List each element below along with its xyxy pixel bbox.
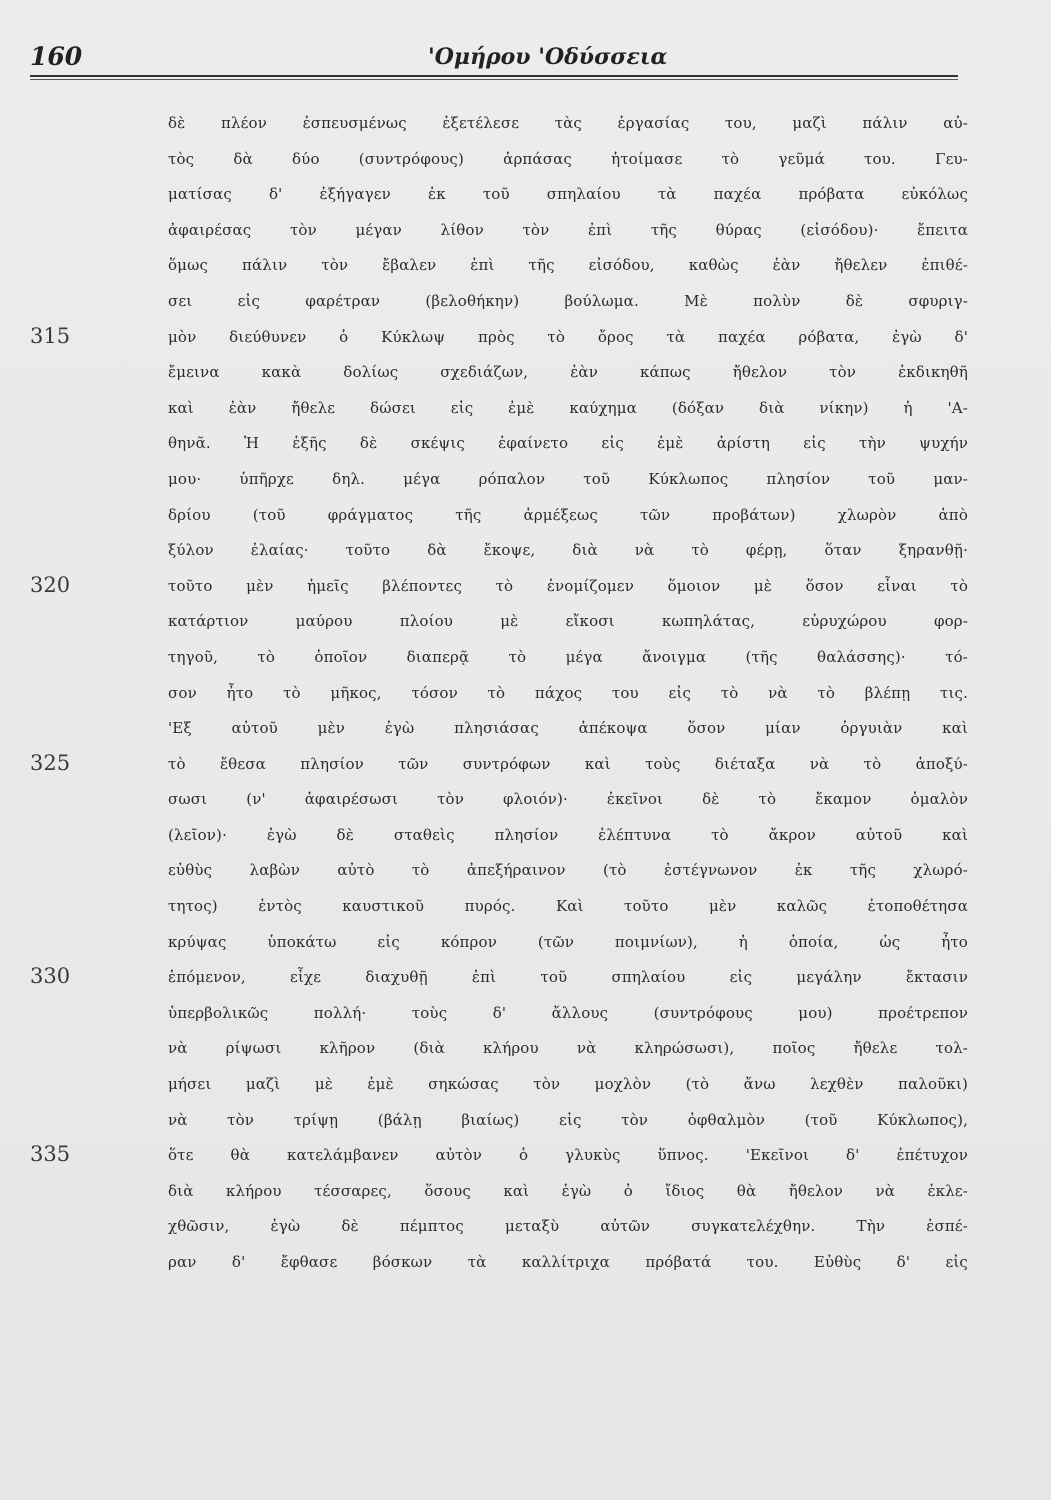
text-line: ὑπερβολικῶς πολλή· τοὺς δ' ἄλλους (συντρόφους μου) προέτρεπον <box>168 1003 968 1022</box>
text-line: θηνᾶ. Ἡ ἑξῆς δὲ σκέψις ἐφαίνετο εἰς ἐμὲ ἀρίστη εἰς τὴν ψυχήν <box>168 434 968 453</box>
text-line: δὲ πλέον ἐσπευσμένως ἐξετέλεσε τὰς ἐργασίας του, μαζὶ πάλιν αὐ- <box>168 114 968 132</box>
text-line: ἑπόμενον, εἶχε διαχυθῇ ἐπὶ τοῦ σπηλαίου εἰς μεγάλην ἔκτασιν <box>168 968 968 987</box>
line-number-335: 335 <box>30 1142 71 1167</box>
text-line: σει εἰς φαρέτραν (βελοθήκην) βούλωμα. Μὲ πολὺν δὲ σφυριγ- <box>168 291 968 310</box>
text-line: κρύψας ὑποκάτω εἰς κόπρον (τῶν ποιμνίων), ἡ ὁποία, ὡς ἦτο <box>168 932 968 951</box>
header-rule <box>30 75 958 77</box>
text-line: δρίου (τοῦ φράγματος τῆς ἀρμέξεως τῶν προβάτων) χλωρὸν ἀπὸ <box>168 505 968 524</box>
running-title: 'Ομήρου 'Οδύσσεια <box>428 44 668 70</box>
text-line: μήσει μαζὶ μὲ ἐμὲ σηκώσας τὸν μοχλὸν (τὸ ἄνω λεχθὲν παλοῦκι) <box>168 1075 968 1094</box>
line-number-315: 315 <box>30 323 71 348</box>
text-line: καὶ ἐὰν ἤθελε δώσει εἰς ἐμὲ καύχημα (δόξαν διὰ νίκην) ἡ 'Α- <box>168 398 968 417</box>
text-line: μου· ὑπῆρχε δηλ. μέγα ρόπαλον τοῦ Κύκλωπος πλησίον τοῦ μαν- <box>168 469 968 488</box>
text-line: τηγοῦ, τὸ ὁποῖον διαπερᾷ τὸ μέγα ἄνοιγμα (τῆς θαλάσσης)· τό- <box>168 647 968 666</box>
text-line: σωσι (ν' ἀφαιρέσωσι τὸν φλοιόν)· ἐκεῖνοι δὲ τὸ ἔκαμον ὁμαλὸν <box>168 790 968 809</box>
text-line: εὐθὺς λαβὼν αὐτὸ τὸ ἀπεξήραινον (τὸ ἐστέγνωνον ἐκ τῆς χλωρό- <box>168 861 968 880</box>
text-line: ὅτε θὰ κατελάμβανεν αὐτὸν ὁ γλυκὺς ὕπνος. 'Εκεῖνοι δ' ἐπέτυχον <box>168 1146 968 1165</box>
text-line: τὸς δὰ δύο (συντρόφους) ἁρπάσας ἡτοίμασε τὸ γεῦμά του. Γευ- <box>168 149 968 168</box>
text-line: ραν δ' ἔφθασε βόσκων τὰ καλλίτριχα πρόβατά του. Εὐθὺς δ' εἰς <box>168 1253 968 1271</box>
text-line: τητος) ἐντὸς καυστικοῦ πυρός. Καὶ τοῦτο μὲν καλῶς ἐτοποθέτησα <box>168 897 968 916</box>
text-line: ὅμως πάλιν τὸν ἔβαλεν ἐπὶ τῆς εἰσόδου, καθὼς ἐὰν ἤθελεν ἐπιθέ- <box>168 256 968 275</box>
text-line: σον ἦτο τὸ μῆκος, τόσον τὸ πάχος του εἰς τὸ νὰ τὸ βλέπῃ τις. <box>168 683 968 702</box>
text-line: χθῶσιν, ἐγὼ δὲ πέμπτος μεταξὺ αὐτῶν συγκατελέχθην. Τὴν ἑσπέ- <box>168 1217 968 1236</box>
page-header <box>30 40 960 76</box>
page-number: 160 <box>30 42 83 71</box>
text-line: (λεῖον)· ἐγὼ δὲ σταθεὶς πλησίον ἐλέπτυνα τὸ ἄκρον αὐτοῦ καὶ <box>168 825 968 844</box>
text-line: κατάρτιον μαύρου πλοίου μὲ εἴκοσι κωπηλάτας, εὐρυχώρου φορ- <box>168 612 968 631</box>
text-line: νὰ τὸν τρίψῃ (βάλῃ βιαίως) εἰς τὸν ὀφθαλμὸν (τοῦ Κύκλωπος), <box>168 1110 968 1129</box>
text-line: μὸν διεύθυνεν ὁ Κύκλωψ πρὸς τὸ ὄρος τὰ παχέα ρόβατα, ἐγὼ δ' <box>168 327 968 346</box>
text-line: ἔμεινα κακὰ δολίως σχεδιάζων, ἐὰν κάπως ἤθελον τὸν ἐκδικηθῆ <box>168 363 968 382</box>
header-rule-thin <box>30 79 958 80</box>
text-line: τοῦτο μὲν ἡμεῖς βλέποντες τὸ ἐνομίζομεν ὅμοιον μὲ ὅσον εἶναι τὸ <box>168 576 968 595</box>
text-line: τὸ ἔθεσα πλησίον τῶν συντρόφων καὶ τοὺς διέταξα νὰ τὸ ἀποξύ- <box>168 754 968 773</box>
line-number-320: 320 <box>30 572 71 597</box>
text-line: ματίσας δ' ἐξήγαγεν ἐκ τοῦ σπηλαίου τὰ παχέα πρόβατα εὐκόλως <box>168 185 968 204</box>
text-line: νὰ ρίψωσι κλῆρον (διὰ κλήρου νὰ κληρώσωσι), ποῖος ἤθελε τολ- <box>168 1039 968 1058</box>
text-line: διὰ κλήρου τέσσαρες, ὅσους καὶ ἐγὼ ὁ ἴδιος θὰ ἤθελον νὰ ἐκλε- <box>168 1181 968 1200</box>
line-number-330: 330 <box>30 964 71 989</box>
text-line: ἀφαιρέσας τὸν μέγαν λίθον τὸν ἐπὶ τῆς θύρας (εἰσόδου)· ἔπειτα <box>168 220 968 239</box>
text-line: ξύλον ἐλαίας· τοῦτο δὰ ἔκοψε, διὰ νὰ τὸ φέρῃ, ὅταν ξηρανθῇ· <box>168 541 968 560</box>
text-body <box>168 106 968 1281</box>
text-line: 'Εξ αὐτοῦ μὲν ἐγὼ πλησιάσας ἀπέκοψα ὅσον μίαν ὀργυιὰν καὶ <box>168 719 968 738</box>
line-number-325: 325 <box>30 750 71 775</box>
